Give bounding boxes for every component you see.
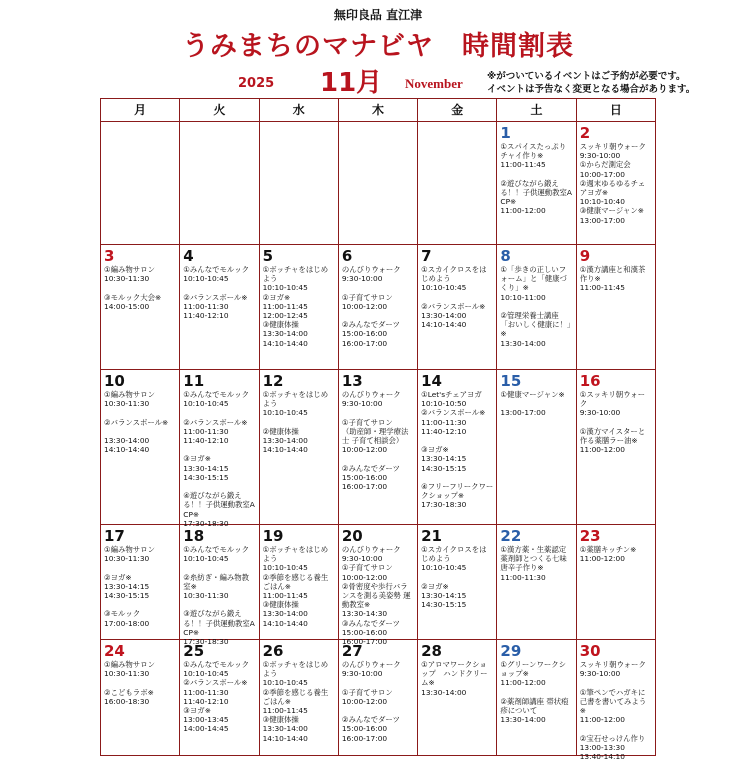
day-number: 28 (421, 642, 442, 660)
calendar-day-cell (576, 370, 655, 524)
day-number: 24 (104, 642, 125, 660)
day-events: ①ボッチャをはじめよう 10:10-10:45 ②ヨガ※ 11:00-11:45 12:00-12:45 ③健康体操 13:30-14:00 14:10-14:40 (262, 265, 329, 348)
calendar-day-cell (338, 245, 417, 369)
day-number: 17 (104, 527, 125, 545)
day-number: 20 (341, 527, 363, 545)
calendar-day-cell (101, 122, 179, 244)
day-events: ①スカイクロスをはじめよう 10:10-10:45 ②ヨガ※ 13:30-14:15 14:30-15:15 (421, 545, 487, 610)
day-number: 13 (341, 372, 363, 390)
day-number: 25 (183, 642, 205, 660)
day-events: ①みんなでモルック 10:10-10:45 ②バランスボール※ 11:00-11:30 11:40-12:10 (183, 265, 250, 321)
day-number: 26 (262, 642, 284, 660)
day-events: ①健康マージャン※ 13:00-17:00 (500, 390, 565, 418)
day-events: ①編み物サロン 10:30-11:30 ②バランスボール※ 13:30-14:00 14:10-14:40 (104, 390, 169, 455)
day-number: 15 (500, 372, 522, 390)
calendar-day-cell (417, 122, 496, 244)
calendar-week-row (101, 640, 655, 761)
month-label: 11月 (320, 68, 383, 98)
calendar-day-cell (338, 525, 417, 647)
day-events: ①漢方講座と和漢茶作り※ 11:00-11:45 (579, 265, 646, 293)
day-events: ①「歩きの正しいフォーム」と「健康づくり」※ 10:10-11:00 ②管理栄養士講座「おいしく健康に！」※ 13:30-14:00 (500, 265, 571, 348)
calendar-day-cell (259, 122, 338, 244)
calendar-day-cell (101, 640, 179, 756)
calendar-day-cell (179, 370, 258, 528)
day-events: ①スパイスたっぷりチャイ作り※ 11:00-11:45 ②遊びながら鍛える！！子供運動教室ACP※ 11:00-12:00 (500, 142, 572, 216)
day-number: 11 (183, 372, 205, 390)
day-number: 5 (262, 247, 273, 265)
day-events: のんびりウォーク 9:30-10:00 ①子育てサロン 10:00-12:00 ②骨密度や歩行バランスを測る美姿勢 運動教室※ 13:30-14:30 ③みんなでダーツ 15:00-16:00 16:00-17:00 (341, 545, 411, 647)
reservation-notes: ※がついているイベントはご予約が必要です。 イベントは予告なく変更となる場合があります。 (487, 71, 696, 95)
calendar-day-cell (259, 370, 338, 524)
weekday-header-row (101, 99, 655, 122)
day-number: 6 (341, 247, 353, 265)
day-events: ①編み物サロン 10:30-11:30 ②ヨガ※ 13:30-14:15 14:30-15:15 ③モルック 17:00-18:00 (104, 545, 155, 628)
calendar-day-cell (576, 640, 655, 761)
calendar-day-cell (259, 245, 338, 369)
weekday-saturday: 土 (496, 99, 575, 121)
day-events: のんびりウォーク 9:30-10:00 ①子育てサロン 10:00-12:00 ②みんなでダーツ 15:00-16:00 16:00-17:00 (341, 265, 401, 348)
day-events: のんびりウォーク 9:30-10:00 ①子育てサロン （助産師・理学療法士 子育て相談会） 10:00-12:00 ②みんなでダーツ 15:00-16:00 16:00-17:00 (341, 390, 409, 492)
day-events: スッキリ朝ウォーク 9:30-10:00 ①からだ測定会 10:00-17:00 ②週末ゆるゆるチェアヨガ※ 10:10-10:40 ③健康マージャン※ 13:00-17:00 (579, 142, 646, 225)
calendar-day-cell (179, 245, 258, 369)
calendar-day-cell (576, 245, 655, 369)
day-number: 19 (262, 527, 284, 545)
weekday-thursday: 木 (338, 99, 417, 121)
calendar-day-cell (179, 525, 258, 647)
day-number: 1 (500, 124, 511, 142)
calendar-week-row (101, 245, 655, 370)
day-number: 3 (104, 247, 115, 265)
calendar-day-cell (417, 245, 496, 369)
day-number: 9 (579, 247, 591, 265)
calendar-day-cell (259, 525, 338, 639)
day-events: ①スカイクロスをはじめよう 10:10-10:45 ②バランスボール※ 13:30-14:00 14:10-14:40 (421, 265, 487, 330)
day-number: 30 (579, 642, 601, 660)
day-events: ①ボッチャをはじめよう 10:10-10:45 ②季節を感じる養生ごはん※ 11:00-11:45 ③健康体操 13:30-14:00 14:10-14:40 (262, 545, 329, 628)
calendar-day-cell (417, 370, 496, 524)
day-number: 18 (183, 527, 205, 545)
day-events: ①編み物サロン 10:30-11:30 ②こどもラボ※ 16:00-18:30 (104, 660, 155, 706)
calendar-day-cell (496, 122, 575, 244)
weekday-tuesday: 火 (179, 99, 258, 121)
calendar-day-cell (338, 640, 417, 756)
calendar-day-cell (417, 640, 496, 756)
calendar-week-row (101, 122, 655, 245)
weekday-wednesday: 水 (259, 99, 338, 121)
calendar-day-cell (101, 525, 179, 639)
calendar-grid (100, 98, 656, 761)
calendar-day-cell (417, 525, 496, 639)
calendar-day-cell (259, 640, 338, 756)
day-number: 10 (104, 372, 125, 390)
day-events: ①ボッチャをはじめよう 10:10-10:45 ②健康体操 13:30-14:00 14:10-14:40 (262, 390, 329, 455)
day-events: ①グリーンワークショップ※ 11:00-12:00 ②薬剤師講座 帯状疱疹について 13:30-14:00 (500, 660, 569, 725)
day-number: 27 (341, 642, 363, 660)
calendar-day-cell (179, 640, 258, 756)
day-number: 7 (421, 247, 432, 265)
calendar-day-cell (576, 525, 655, 639)
weekday-monday: 月 (134, 103, 147, 117)
calendar-day-cell (496, 370, 575, 524)
day-events: ①アロマワークショップ ハンドクリーム※ 13:30-14:00 (421, 660, 488, 697)
day-events: ①編み物サロン 10:30-11:30 ③モルック大会※ 14:00-15:00 (104, 265, 162, 311)
store-name: 無印良品 直江津 (333, 8, 423, 22)
day-events: ①スッキリ朝ウォーク 9:30-10:00 ①漢方マイスターと作る薬膳ラー油※ 11:00-12:00 (579, 390, 646, 455)
day-number: 21 (421, 527, 442, 545)
day-events: ①漢方薬・生薬認定薬剤師とつくる七味唐辛子作り※ 11:00-11:30 (500, 545, 567, 582)
day-number: 16 (579, 372, 601, 390)
day-number: 2 (579, 124, 591, 142)
day-number: 4 (183, 247, 194, 265)
day-events: ①Let'sチェアヨガ 10:10-10:50 ②バランスボール※ 11:00-11:30 11:40-12:10 ③ヨガ※ 13:30-14:15 14:30-15:15 ④フリーフリークワークショップ※ 17:30-18:30 (421, 390, 494, 510)
day-events: スッキリ朝ウォーク 9:30-10:00 ①筆ペンでハガキに己書を書いてみよう※ 11:00-12:00 ②宝石せっけん作り 13:00-13:30 13:40-14:10 (579, 660, 647, 761)
day-events: ①ボッチャをはじめよう 10:10-10:45 ②季節を感じる養生ごはん※ 11:00-11:45 ③健康体操 13:30-14:00 14:10-14:40 (262, 660, 329, 743)
calendar-day-cell (338, 122, 417, 244)
day-number: 22 (500, 527, 522, 545)
calendar-day-cell (576, 122, 655, 244)
calendar-day-cell (496, 245, 575, 369)
month-name-english: November (405, 76, 463, 91)
day-number: 29 (500, 642, 522, 660)
day-events: ①みんなでモルック 10:10-10:45 ②バランスボール※ 11:00-11:30 11:40-12:10 ③ヨガ※ 13:30-14:15 14:30-15:15 ④遊びながら鍛える！！子供運動教室ACP※ 17:30-18:30 (183, 390, 255, 528)
day-events: ①みんなでモルック 10:10-10:45 ②糸紡ぎ・編み物教室※ 10:30-11:30 ③遊びながら鍛える！！子供運動教室ACP※ 17:30-18:30 (183, 545, 255, 647)
calendar-day-cell (496, 525, 575, 639)
year-label: 2025 (238, 76, 275, 91)
calendar-week-row (101, 370, 655, 528)
calendar-day-cell (101, 245, 179, 369)
calendar-day-cell (101, 370, 179, 524)
page-title: うみまちのマナビヤ 時間割表 (182, 31, 574, 62)
day-events: ①みんなでモルック 10:10-10:45 ②バランスボール※ 11:00-11:30 11:40-12:10 ③ヨガ※ 13:00-13:45 14:00-14:45 (183, 660, 250, 734)
weekday-sunday: 日 (576, 99, 655, 121)
day-number: 8 (500, 247, 511, 265)
calendar-day-cell (179, 122, 258, 244)
day-events: ①薬膳キッチン※ 11:00-12:00 (579, 545, 637, 564)
weekday-friday: 金 (417, 99, 496, 121)
day-number: 23 (579, 527, 601, 545)
day-number: 12 (262, 372, 284, 390)
calendar-weeks (101, 122, 655, 761)
calendar-week-row (101, 525, 655, 647)
calendar-day-cell (496, 640, 575, 756)
day-number: 14 (421, 372, 442, 390)
day-events: のんびりウォーク 9:30-10:00 ①子育てサロン 10:00-12:00 ②みんなでダーツ 15:00-16:00 16:00-17:00 (341, 660, 401, 743)
calendar-day-cell (338, 370, 417, 524)
